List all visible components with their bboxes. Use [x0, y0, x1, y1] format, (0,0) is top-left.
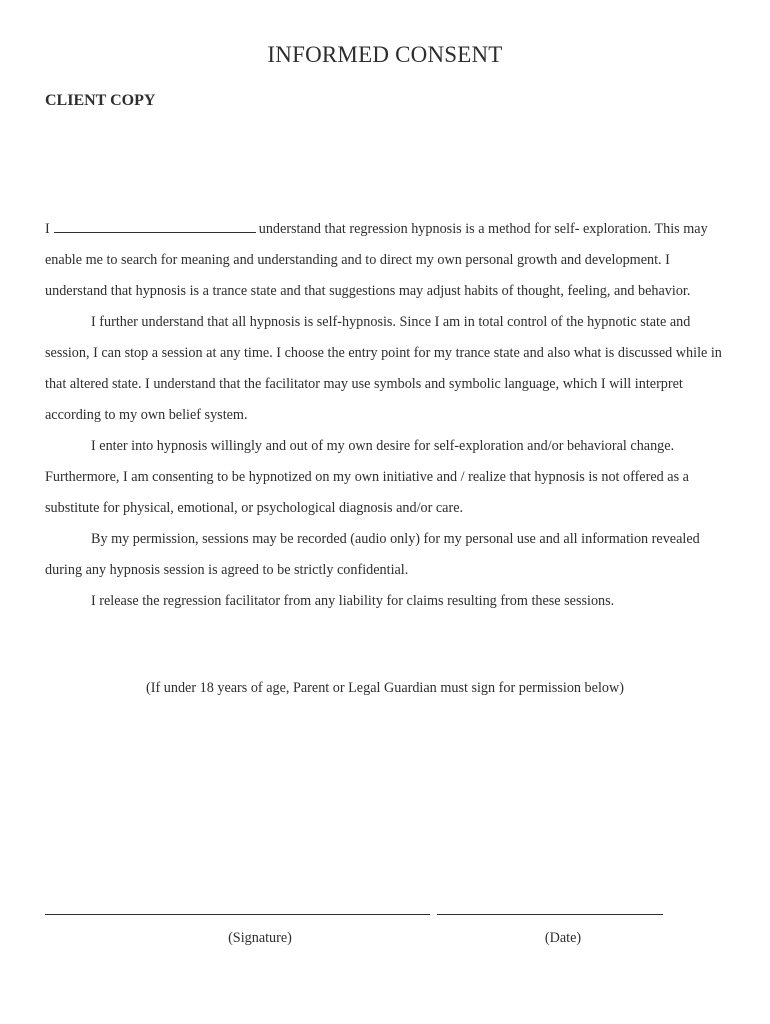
paragraph-willingness: I enter into hypnosis willingly and out of my own desire for self-exploration and/or behavioral change. Furthermore, I am consenting to be hypnotized on my own initiative and / realize that hypnosis is not offered as a substitute for physical, emotional, or psychological diagnosis and/or care.	[45, 438, 689, 516]
consent-body	[45, 214, 735, 617]
name-blank-field[interactable]	[54, 218, 256, 233]
client-copy-heading: CLIENT COPY	[45, 92, 156, 109]
intro-suffix: understand that regression hypnosis is a method for self- exploration.	[258, 221, 652, 237]
intro-prefix: I	[45, 221, 50, 237]
paragraph-intro	[45, 214, 735, 307]
date-line[interactable]	[437, 914, 663, 915]
signature-line[interactable]	[45, 914, 430, 915]
paragraph-recording: By my permission, sessions may be recorded (audio only) for my personal use and all information revealed during any hypnosis session is agreed to be strictly confidential.	[45, 531, 700, 578]
guardian-note: (If under 18 years of age, Parent or Legal Guardian must sign for permission below)	[146, 680, 624, 696]
paragraph-self-hypnosis: I further understand that all hypnosis is self-hypnosis. Since I am in total control of the hypnotic state and session, I can stop a session at any time. I choose the entry point for my trance state and also what is discussed while in that altered state. I understand that the facilitator may use symbols and symbolic language, which I will interpret according to my own belief system.	[45, 314, 722, 423]
page-title: INFORMED CONSENT	[267, 42, 503, 67]
signature-label: (Signature)	[228, 930, 292, 946]
intro-rest: This may enable me to search for meaning and understanding and to direct my own personal growth and development. I understand that hypnosis is a trance state and that suggestions may adjust habits of thought, feeling, and behavior.	[45, 221, 708, 299]
paragraph-liability: I release the regression facilitator from any liability for claims resulting from these sessions.	[91, 593, 615, 609]
date-label: (Date)	[544, 930, 582, 946]
